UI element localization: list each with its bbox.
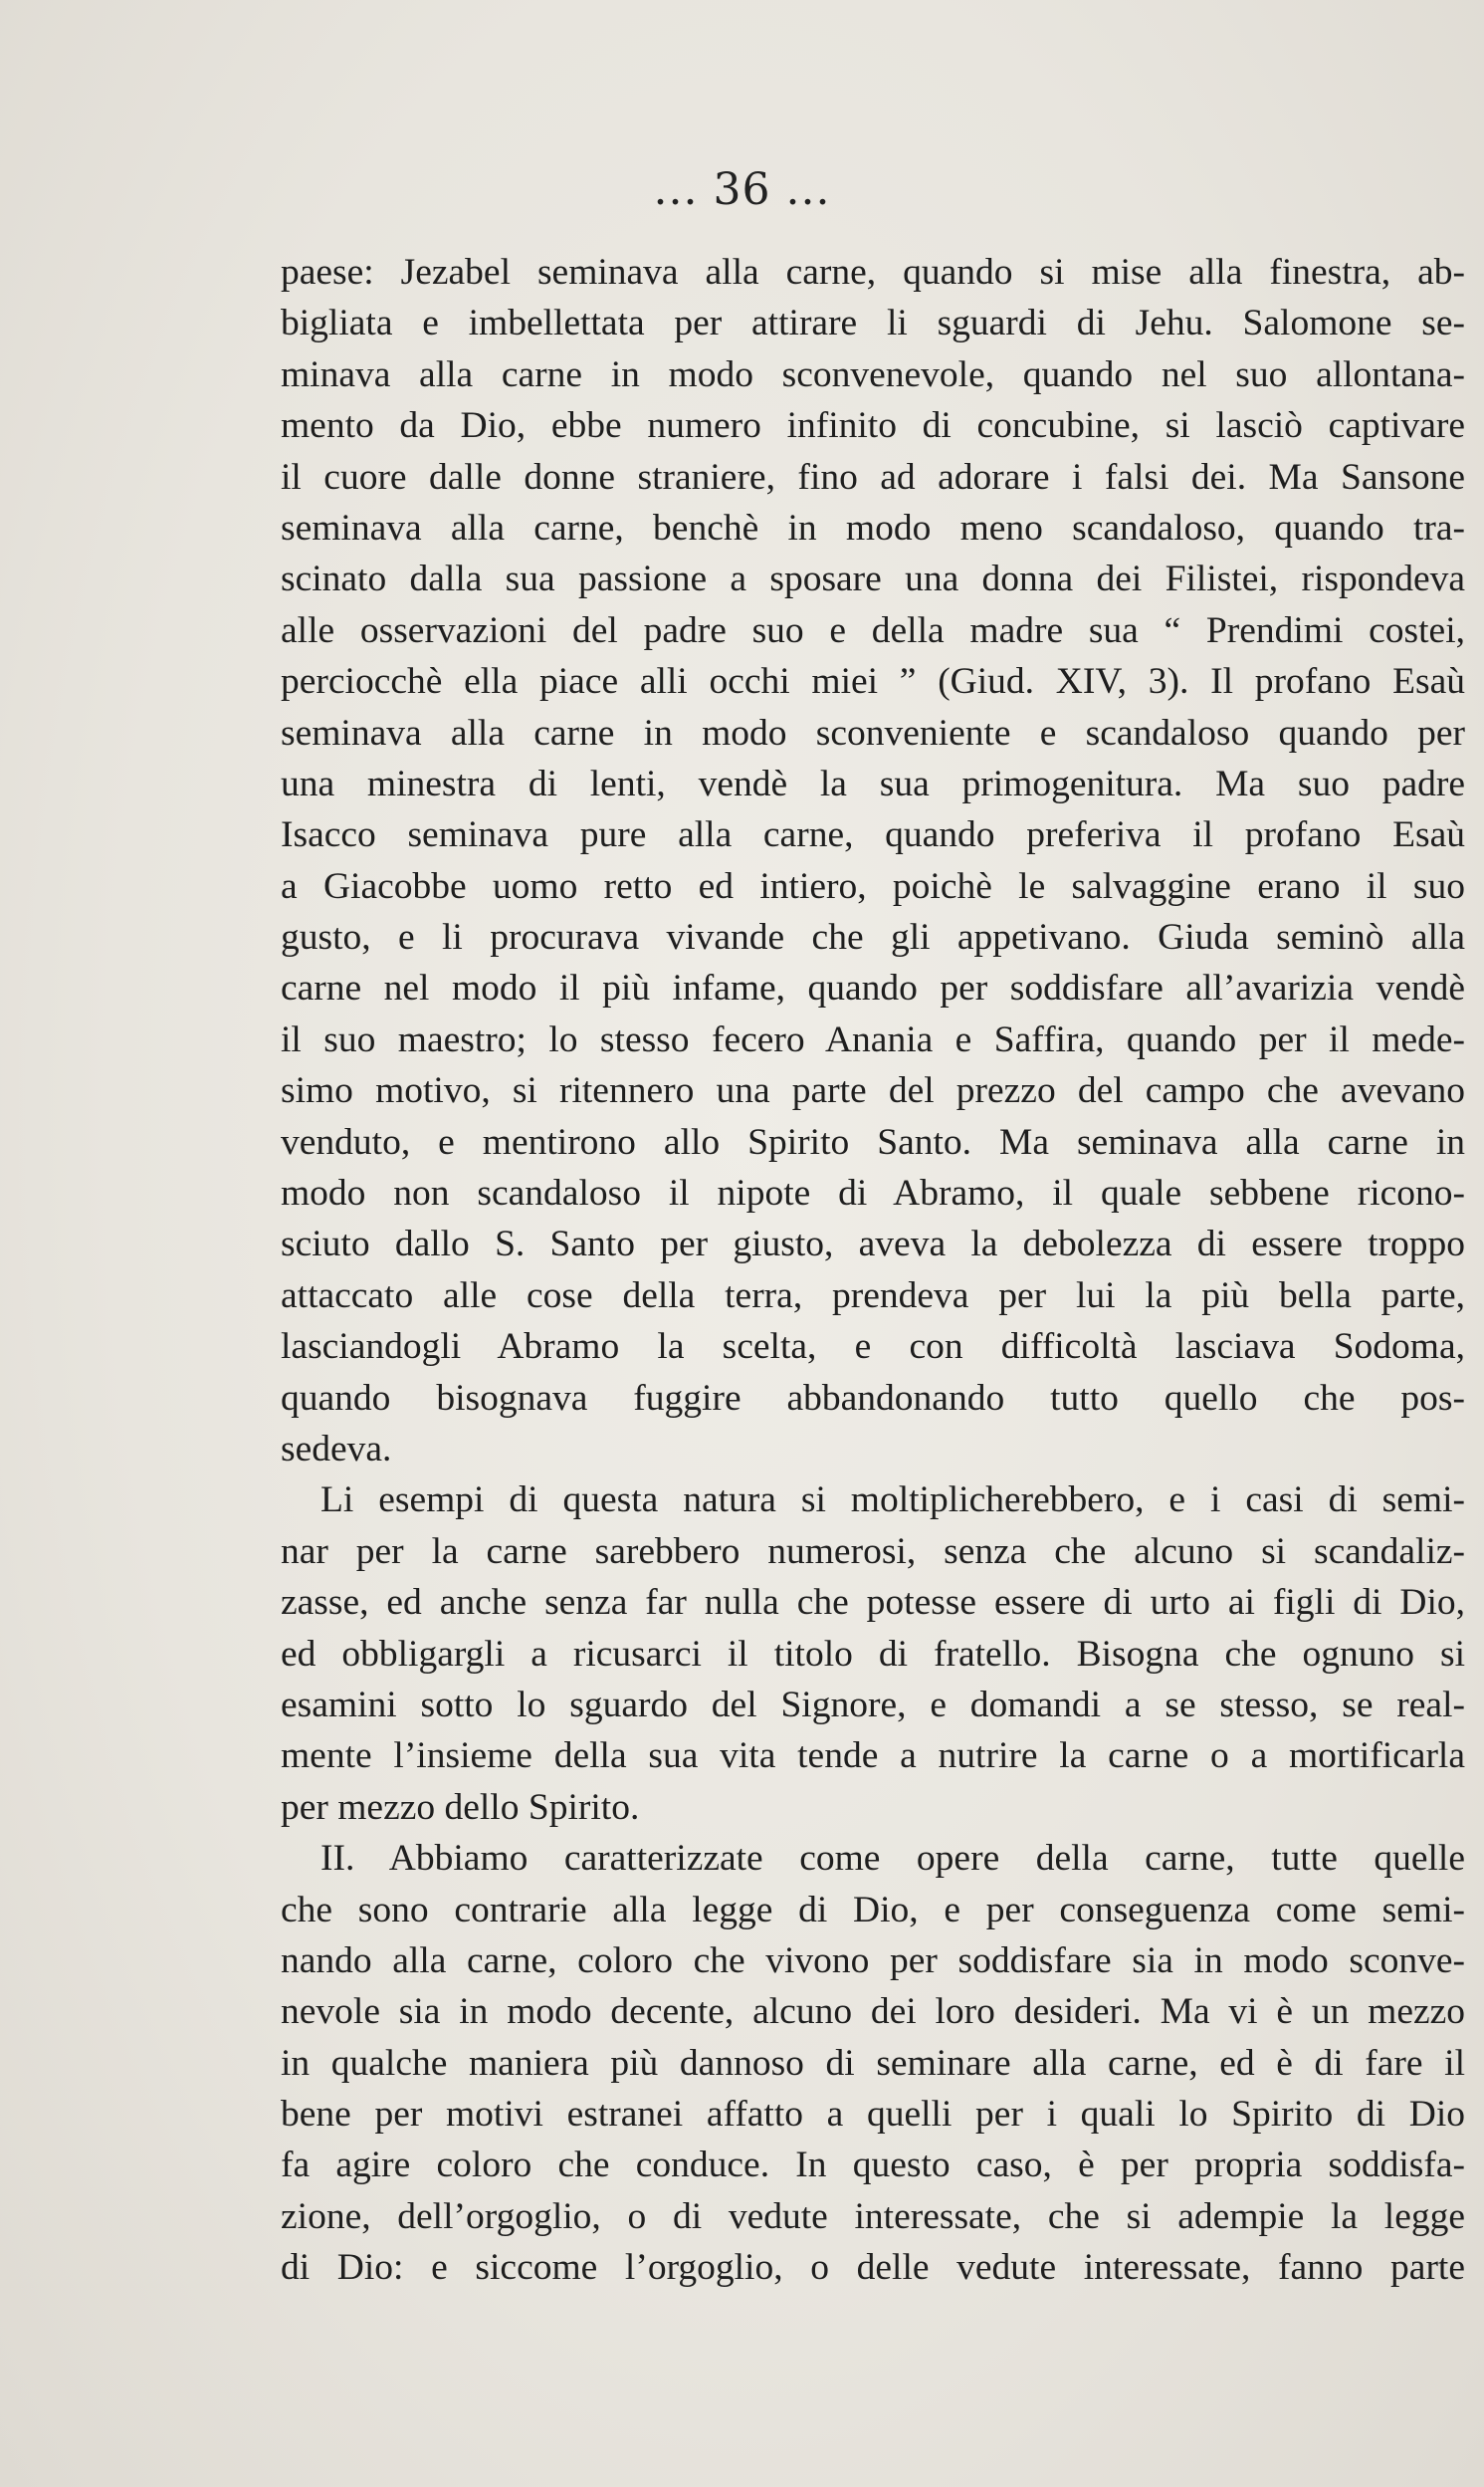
text-line: zasse, ed anche senza far nulla che potesse essere di urto ai figli di Dio, <box>281 1582 1465 1624</box>
text-line: scinato dalla sua passione a sposare una donna dei Filistei, rispondeva <box>281 559 1465 600</box>
text-line: venduto, e mentirono allo Spirito Santo. Ma seminava alla carne in <box>281 1121 1465 1163</box>
text-line: lasciandogli Abramo la scelta, e con difficoltà lasciava Sodoma, <box>281 1326 1465 1368</box>
text-line: paese: Jezabel seminava alla carne, quando si mise alla finestra, ab- <box>281 252 1465 293</box>
text-line: attaccato alle cose della terra, prendeva per lui la più bella parte, <box>281 1274 1465 1316</box>
text-line: mento da Dio, ebbe numero infinito di concubine, si lasciò captivare <box>281 405 1465 447</box>
text-line: nevole sia in modo decente, alcuno dei loro desideri. Ma vi è un mezzo <box>281 1991 1465 2033</box>
text-line: Isacco seminava pure alla carne, quando preferiva il profano Esaù <box>281 814 1465 856</box>
text-line: alle osservazioni del padre suo e della madre sua “ Prendimi costei, <box>281 609 1465 651</box>
text-line: ed obbligargli a ricusarci il titolo di fratello. Bisogna che ognuno si <box>281 1633 1465 1675</box>
text-line: di Dio: e siccome l’orgoglio, o delle vedute interessate, fanno parte <box>281 2247 1465 2289</box>
text-line: minava alla carne in modo sconvenevole, quando nel suo allontana- <box>281 353 1465 395</box>
text-line: zione, dell’orgoglio, o di vedute interessate, che si adempie la legge <box>281 2195 1465 2237</box>
text-line: nar per la carne sarebbero numerosi, senza che alcuno si scandaliz- <box>281 1530 1465 1572</box>
text-line: modo non scandaloso il nipote di Abramo, il quale sebbene ricono- <box>281 1173 1465 1215</box>
text-line: il cuore dalle donne straniere, fino ad adorare i falsi dei. Ma Sansone <box>281 456 1465 498</box>
text-line: sciuto dallo S. Santo per giusto, aveva la debolezza di essere troppo <box>281 1224 1465 1265</box>
text-line: mente l’insieme della sua vita tende a nutrire la carne o a mortificarla <box>281 1735 1465 1777</box>
text-line: quando bisognava fuggire abbandonando tutto quello che pos- <box>281 1377 1465 1419</box>
text-line: in qualche maniera più dannoso di seminare alla carne, ed è di fare il <box>281 2042 1465 2084</box>
text-line: fa agire coloro che conduce. In questo caso, è per propria soddisfa- <box>281 2145 1465 2186</box>
page-number-header: ... 36 ... <box>653 164 831 215</box>
text-line: per mezzo dello Spirito. <box>281 1786 640 1828</box>
text-line: simo motivo, si ritennero una parte del prezzo del campo che avevano <box>281 1070 1465 1112</box>
text-line: bigliata e imbellettata per attirare li sguardi di Jehu. Salomone se- <box>281 303 1465 344</box>
body-text <box>281 247 1465 2294</box>
text-line: a Giacobbe uomo retto ed intiero, poichè le salvaggine erano il suo <box>281 865 1465 907</box>
text-line: II. Abbiamo caratterizzate come opere della carne, tutte quelle <box>320 1838 1465 1880</box>
text-line: esamini sotto lo sguardo del Signore, e domandi a se stesso, se real- <box>281 1684 1465 1725</box>
text-line: seminava alla carne in modo sconveniente e scandaloso quando per <box>281 712 1465 754</box>
text-line: nando alla carne, coloro che vivono per soddisfare sia in modo sconve- <box>281 1939 1465 1981</box>
text-line: una minestra di lenti, vendè la sua primogenitura. Ma suo padre <box>281 763 1465 804</box>
text-line: carne nel modo il più infame, quando per soddisfare all’avarizia vendè <box>281 968 1465 1010</box>
text-line: sedeva. <box>281 1428 392 1470</box>
text-line: il suo maestro; lo stesso fecero Anania e Saffira, quando per il mede- <box>281 1018 1465 1060</box>
text-line: seminava alla carne, benchè in modo meno scandaloso, quando tra- <box>281 507 1465 549</box>
text-line: Li esempi di questa natura si moltiplicherebbero, e i casi di semi- <box>320 1479 1465 1521</box>
text-line: gusto, e li procurava vivande che gli appetivano. Giuda seminò alla <box>281 917 1465 959</box>
text-line: che sono contrarie alla legge di Dio, e per conseguenza come semi- <box>281 1889 1465 1930</box>
text-line: perciocchè ella piace alli occhi miei ” (Giud. XIV, 3). Il profano Esaù <box>281 661 1465 703</box>
text-line: bene per motivi estranei affatto a quelli per i quali lo Spirito di Dio <box>281 2094 1465 2136</box>
